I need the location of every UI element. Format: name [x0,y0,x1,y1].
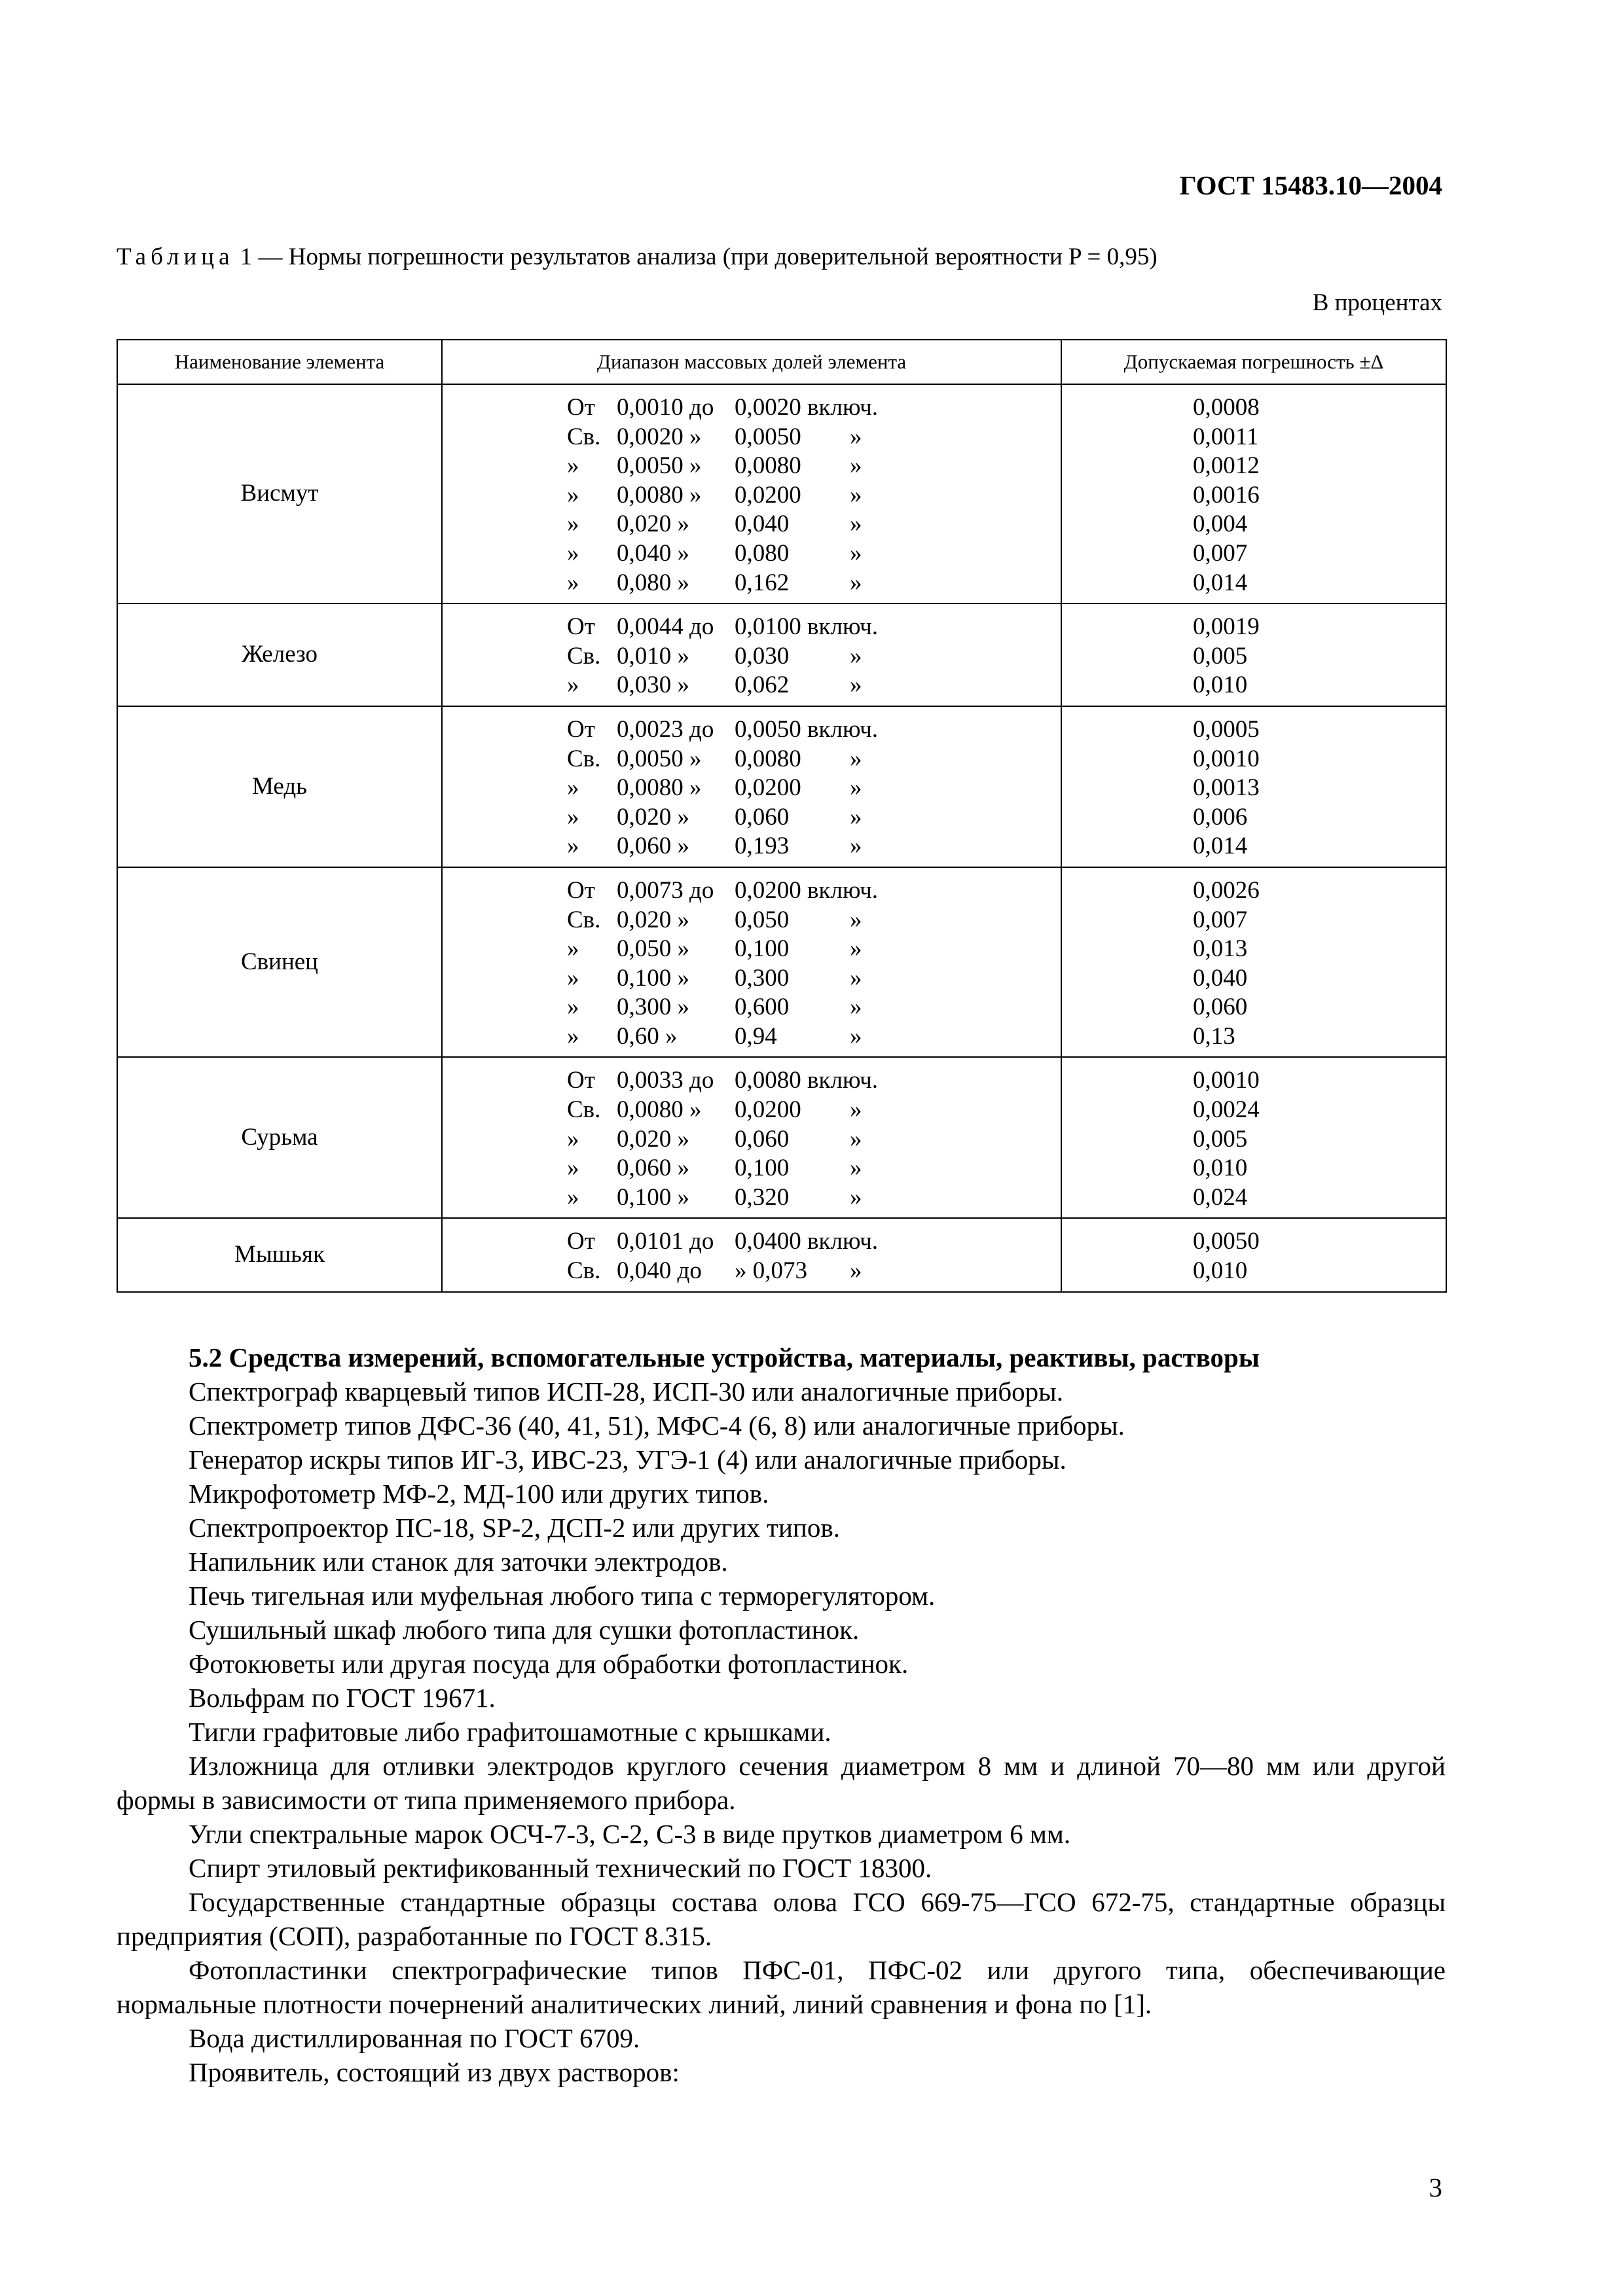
error-value: 0,006 [1193,803,1248,831]
range-part: От [567,613,595,641]
error-value: 0,040 [1193,964,1248,992]
error-value: 0,010 [1193,1155,1248,1182]
error-value: 0,004 [1193,511,1248,538]
range-part: 0,020 » [617,1125,689,1153]
range-part: 0,0080 » [617,481,702,509]
range-part: 0,020 » [617,511,689,538]
range-part: 0,060 » [617,833,689,860]
range-part: » [850,745,862,772]
range-part: » [850,1096,862,1124]
range-part: » [567,935,579,963]
error-value: 0,13 [1193,1022,1235,1050]
range-part: 0,100 » [617,964,689,992]
error-value: 0,0010 [1193,745,1260,772]
range-part: 0,0080 » [617,774,702,802]
header-range: Диапазон массовых долей элемента [442,340,1061,384]
range-part: 0,0010 до [617,394,714,421]
range-cell [442,706,1061,867]
table-body [117,384,1446,1292]
section-paragraph: Фотопластинки спектрографические типов ПФС-01, ПФС-02 или другого типа, обеспечивающие нормальные плотности почернений аналитических линий, линий сравнения и фона по [1]. [117,1955,1446,2019]
range-part: » [567,1022,579,1050]
range-line [443,569,1061,598]
error-value: 0,0005 [1193,715,1260,743]
element-name-cell: Висмут [117,384,442,603]
norms-table [117,339,1447,1293]
error-value: 0,014 [1193,833,1248,860]
range-line [443,423,1061,452]
range-part: 0,080 [735,539,790,567]
range-part: » [850,423,862,450]
page-number: 3 [1429,2172,1442,2202]
table-caption-text: 1 — Нормы погрешности результатов анализа (при доверительной вероятности P = 0,95) [234,243,1158,270]
section-paragraph: Спектрограф кварцевый типов ИСП-28, ИСП-30 или аналогичные приборы. [189,1376,1063,1407]
range-part: » [850,774,862,802]
range-part: » [850,833,862,860]
range-line [443,1154,1061,1183]
error-value: 0,0010 [1193,1067,1260,1094]
range-part: 0,0033 до [617,1067,714,1094]
range-line [443,906,1061,935]
section-5-2 [117,1340,1446,2089]
range-cell [442,867,1061,1058]
document-code: ГОСТ 15483.10—2004 [1179,170,1442,200]
range-part: 0,600 [735,994,790,1021]
range-cell [442,1057,1061,1218]
range-line [443,671,1061,700]
range-line [443,1257,1061,1286]
range-part: » [567,1183,579,1211]
table-row [117,1218,1446,1291]
section-paragraph: Вольфрам по ГОСТ 19671. [189,1683,496,1713]
range-part: » [850,994,862,1021]
range-part: Св. [567,1096,601,1124]
range-part: » [567,672,579,699]
element-name-cell: Свинец [117,867,442,1058]
element-name-cell: Мышьяк [117,1218,442,1291]
range-part: » [850,964,862,992]
section-paragraph: Спирт этиловый ректификованный технический по ГОСТ 18300. [189,1853,932,1883]
error-value: 0,0012 [1193,452,1260,480]
range-line [443,935,1061,964]
range-part: » [567,964,579,992]
range-part: » [567,569,579,596]
range-part: 0,0080 [735,452,801,480]
range-part: 0,0400 включ. [735,1228,879,1255]
range-line [443,1183,1061,1213]
range-part: 0,0080 » [617,1096,702,1124]
section-paragraph: Сушильный шкаф любого типа для сушки фотопластинок. [189,1615,860,1645]
range-part: 0,020 » [617,803,689,831]
range-part: От [567,394,595,421]
range-part: » [567,511,579,538]
range-part: » [567,833,579,860]
range-part: 0,0200 [735,1096,801,1124]
section-paragraph: Проявитель, состоящий из двух растворов: [189,2057,680,2087]
range-line [443,1125,1061,1155]
range-part: 0,300 [735,964,790,992]
range-part: 0,0080 включ. [735,1067,879,1094]
range-part: » [850,569,862,596]
range-part: » [850,935,862,963]
error-cell [1061,1218,1446,1291]
range-line [443,642,1061,672]
range-part: 0,193 [735,833,790,860]
table-caption [117,241,1446,274]
table-row [117,867,1446,1058]
range-part: 0,040 » [617,539,689,567]
error-value: 0,024 [1193,1183,1248,1211]
table-units: В процентах [1312,289,1442,316]
range-part: Св. [567,642,601,670]
range-line [443,745,1061,774]
range-part: Св. [567,423,601,450]
header-element: Наименование элемента [117,340,442,384]
error-value: 0,0008 [1193,394,1260,421]
range-line [443,832,1061,861]
section-paragraph: Фотокюветы или другая посуда для обработки фотопластинок. [189,1649,909,1679]
range-part: 0,040 до [617,1257,702,1285]
error-value: 0,0026 [1193,876,1260,904]
error-cell [1061,867,1446,1058]
table-row [117,603,1446,706]
error-cell [1061,384,1446,603]
range-line [443,393,1061,423]
header-error: Допускаемая погрешность ±Δ [1061,340,1446,384]
range-part: » [850,1125,862,1153]
range-part: 0,020 » [617,906,689,933]
range-part: Св. [567,745,601,772]
range-part: 0,0080 [735,745,801,772]
range-part: 0,60 » [617,1022,678,1050]
range-cell [442,603,1061,706]
error-value: 0,0016 [1193,481,1260,509]
range-part: 0,0200 [735,481,801,509]
range-part: От [567,1067,595,1094]
error-value: 0,010 [1193,1257,1248,1285]
error-value: 0,014 [1193,569,1248,596]
range-line [443,539,1061,569]
range-part: » [567,774,579,802]
range-part: 0,050 [735,906,790,933]
range-line [443,993,1061,1022]
error-value: 0,005 [1193,1125,1248,1153]
range-part: » [567,1155,579,1182]
range-line [443,964,1061,994]
range-part: 0,062 [735,672,790,699]
error-value: 0,007 [1193,539,1248,567]
section-heading: 5.2 Средства измерений, вспомогательные устройства, материалы, реактивы, растворы [189,1342,1260,1372]
error-value: 0,060 [1193,994,1248,1021]
error-value: 0,0013 [1193,774,1260,802]
range-part: 0,060 [735,1125,790,1153]
range-line [443,774,1061,803]
range-part: 0,100 [735,935,790,963]
range-cell [442,384,1061,603]
range-part: » [567,539,579,567]
range-part: » 0,073 [735,1257,807,1285]
range-part: » [850,642,862,670]
range-part: » [850,511,862,538]
error-value: 0,0019 [1193,613,1260,641]
section-paragraph: Печь тигельная или муфельная любого типа с терморегулятором. [189,1581,936,1611]
range-part: 0,060 » [617,1155,689,1182]
range-part: 0,162 [735,569,790,596]
range-part: » [850,452,862,480]
range-part: » [850,1183,862,1211]
error-value: 0,0050 [1193,1228,1260,1255]
range-line [443,452,1061,481]
range-part: » [567,803,579,831]
range-part: Св. [567,1257,601,1285]
range-part: » [850,1257,862,1285]
range-line [443,1022,1061,1052]
error-cell [1061,1057,1446,1218]
section-paragraph: Тигли графитовые либо графитошамотные с крышками. [189,1717,831,1747]
range-line [443,876,1061,906]
error-value: 0,007 [1193,906,1248,933]
section-paragraph: Вода дистиллированная по ГОСТ 6709. [189,2023,640,2053]
error-value: 0,0024 [1193,1096,1260,1124]
range-part: От [567,715,595,743]
range-part: От [567,1228,595,1255]
element-name-cell: Железо [117,603,442,706]
range-part: 0,0023 до [617,715,714,743]
table-row [117,1057,1446,1218]
error-value: 0,013 [1193,935,1248,963]
range-part: 0,0101 до [617,1228,714,1255]
range-part: 0,300 » [617,994,689,1021]
section-paragraph: Изложница для отливки электродов круглого сечения диаметром 8 мм и длиной 70—80 мм или другой формы в зависимости от типа применяемого прибора. [117,1751,1446,1815]
range-cell [442,1218,1061,1291]
range-part: » [850,539,862,567]
range-line [443,1096,1061,1125]
range-part: 0,050 » [617,935,689,963]
range-part: От [567,876,595,904]
section-paragraph: Генератор искры типов ИГ-3, ИВС-23, УГЭ-1 (4) или аналогичные приборы. [189,1444,1067,1475]
error-cell [1061,603,1446,706]
range-line [443,613,1061,642]
range-part: » [567,452,579,480]
range-part: » [567,1125,579,1153]
table-header-row [117,340,1446,384]
range-part: 0,0044 до [617,613,714,641]
range-part: » [567,481,579,509]
range-part: 0,0073 до [617,876,714,904]
range-part: » [850,1155,862,1182]
range-part: 0,0050 включ. [735,715,879,743]
range-part: » [850,803,862,831]
error-value: 0,0011 [1193,423,1259,450]
section-paragraph: Угли спектральные марок ОСЧ-7-3, С-2, С-3 в виде прутков диаметром 6 мм. [189,1819,1071,1849]
range-line [443,510,1061,539]
range-part: 0,100 » [617,1183,689,1211]
range-part: 0,94 [735,1022,777,1050]
range-part: 0,0100 включ. [735,613,879,641]
section-paragraph: Напильник или станок для заточки электродов. [189,1547,728,1577]
range-part: Св. [567,906,601,933]
range-part: » [850,481,862,509]
range-line [443,715,1061,745]
range-part: 0,040 [735,511,790,538]
range-part: 0,030 » [617,672,689,699]
range-part: 0,320 [735,1183,790,1211]
error-value: 0,005 [1193,642,1248,670]
error-value: 0,010 [1193,672,1248,699]
range-part: » [850,1022,862,1050]
section-paragraph: Спектрометр типов ДФС-36 (40, 41, 51), МФС-4 (6, 8) или аналогичные приборы. [189,1410,1125,1441]
table-caption-prefix: Таблица [117,243,234,270]
error-cell [1061,706,1446,867]
section-paragraph: Микрофотометр МФ-2, МД-100 или других типов. [189,1479,769,1509]
range-part: 0,010 » [617,642,689,670]
element-name-cell: Сурьма [117,1057,442,1218]
section-paragraphs [117,1374,1446,2089]
range-part: » [850,906,862,933]
range-part: 0,0020 включ. [735,394,879,421]
range-part: 0,0050 » [617,745,702,772]
table-row [117,706,1446,867]
section-paragraph: Спектропроектор ПС-18, SP-2, ДСП-2 или других типов. [189,1513,840,1543]
range-part: 0,080 » [617,569,689,596]
range-part: 0,0200 включ. [735,876,879,904]
range-part: 0,030 [735,642,790,670]
range-part: 0,0050 [735,423,801,450]
element-name-cell: Медь [117,706,442,867]
range-part: 0,0200 [735,774,801,802]
range-part: » [850,672,862,699]
range-part: 0,0050 » [617,452,702,480]
range-line [443,1066,1061,1096]
range-part: 0,100 [735,1155,790,1182]
range-line [443,1227,1061,1257]
section-paragraph: Государственные стандартные образцы состава олова ГСО 669-75—ГСО 672-75, стандартные образцы предприятия (СОП), разработанные по ГОСТ 8.315. [117,1887,1446,1951]
range-part: » [567,994,579,1021]
range-part: 0,0020 » [617,423,702,450]
table-row [117,384,1446,603]
range-part: 0,060 [735,803,790,831]
range-line [443,481,1061,511]
range-line [443,803,1061,833]
